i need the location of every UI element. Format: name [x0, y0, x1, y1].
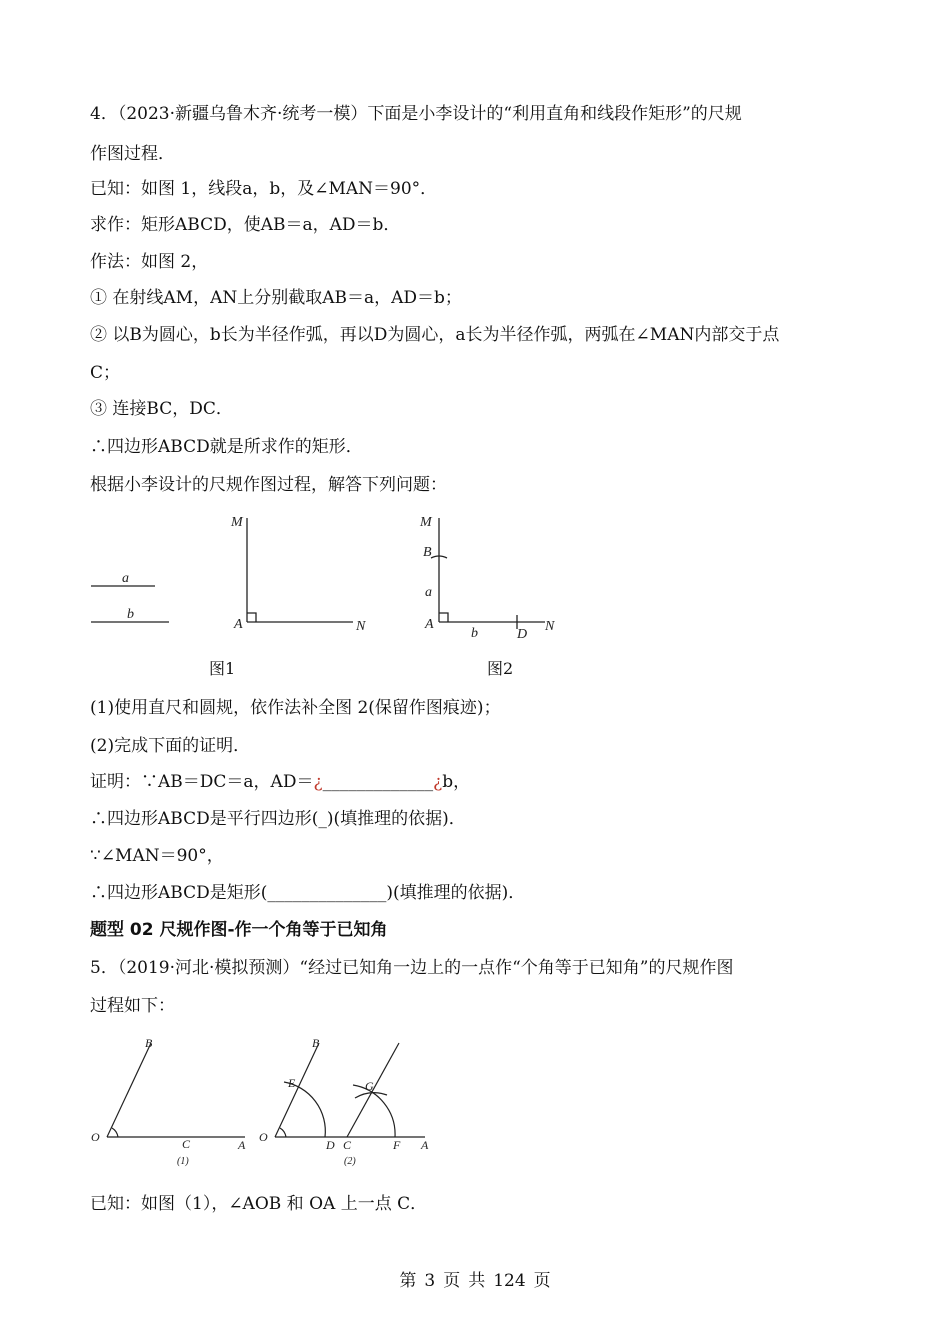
footer-label-gong: 共: [468, 1271, 486, 1291]
q5-given: 已知：如图（1），∠AOB 和 OA 上一点 C．: [90, 1194, 428, 1214]
fig2-label-n: N: [545, 619, 555, 634]
q4-figures: [85, 510, 685, 650]
fig1-label-a: A: [234, 617, 243, 632]
fig1-caption: 图1: [209, 659, 236, 678]
q5-label-g: G: [365, 1079, 374, 1093]
q4-step2: ② 以B为圆心，b长为半径作弧，再以D为圆心，a长为半径作弧，两弧在∠MAN内部交于点: [90, 325, 780, 345]
fig-q5-1-ray-ob: [107, 1043, 151, 1137]
q5-label-c2: C: [343, 1138, 352, 1152]
q5-caption-2: (2): [344, 1156, 356, 1167]
q5-line2: 过程如下：: [90, 996, 175, 1016]
q4-step2-cont: C；: [90, 363, 121, 383]
fig1-label-n: N: [356, 619, 366, 634]
footer-total-pages: 124: [493, 1271, 526, 1291]
fig-q5-1-angle-arc: [112, 1128, 118, 1137]
fig-q5-2-angle-arc: [280, 1128, 286, 1137]
fig2-right-angle-mark: [439, 613, 448, 622]
fig-q5-2-arc-ed: [284, 1082, 325, 1137]
q4-prompt: 根据小李设计的尺规作图过程，解答下列问题：: [90, 475, 447, 495]
q5-label-o2: O: [259, 1130, 268, 1144]
q4-step1: ① 在射线AM，AN上分别截取AB＝a，AD＝b；: [90, 288, 462, 308]
section-title: 题型 02 尺规作图-作一个角等于已知角: [90, 920, 388, 940]
q4-goal: 求作：矩形ABCD，使AB＝a，AD＝b．: [90, 215, 401, 235]
q4-method: 作法：如图 2，: [90, 252, 209, 272]
q5-label-o1: O: [91, 1130, 100, 1144]
q4-given: 已知：如图 1，线段a，b，及∠MAN＝90°．: [90, 179, 438, 199]
fig2-label-m: M: [420, 515, 432, 530]
proof1-post: b，: [442, 772, 471, 792]
fig-q5-2-ray-ob: [275, 1043, 319, 1137]
q5-label-c1: C: [182, 1137, 191, 1151]
fig1-label-m: M: [231, 515, 243, 530]
q4-proof3: ∵∠MAN＝90°，: [90, 846, 224, 866]
fig2-label-b: B: [423, 545, 432, 560]
page-footer: [0, 1266, 950, 1291]
q4-conclusion: ∴四边形ABCD就是所求作的矩形．: [90, 437, 363, 457]
footer-label-ye: 页: [443, 1271, 461, 1291]
q5-line1: 5．（2019·河北·模拟预测）“经过已知角一边上的一点作“个角等于已知角”的尺规作图: [90, 958, 734, 978]
fig2-label-a: A: [425, 617, 434, 632]
q4-line1: 4．（2023·新疆乌鲁木齐·统考一模）下面是小李设计的“利用直角和线段作矩形”的尺规: [90, 104, 742, 124]
q4-proof4: ∴四边形ABCD是矩形(______________)(填推理的依据)．: [90, 883, 526, 903]
fig2-caption: 图2: [487, 659, 514, 678]
label-b: b: [127, 607, 134, 622]
proof1-pre: 证明：∵AB＝DC＝a，AD＝: [90, 772, 314, 792]
fig2-label-d: D: [517, 627, 528, 642]
fig1-right-angle-mark: [247, 613, 256, 622]
q4-sub1: (1)使用直尺和圆规，依作法补全图 2(保留作图痕迹)；: [90, 698, 501, 718]
q5-label-a2: A: [421, 1138, 429, 1152]
q4-proof2: ∴四边形ABCD是平行四边形(_)(填推理的依据)．: [90, 809, 466, 829]
fig2-label-a-len: a: [425, 585, 432, 600]
footer-label-ye2: 页: [533, 1271, 551, 1291]
q5-label-b2: B: [312, 1036, 320, 1050]
footer-page-number: 3: [424, 1271, 436, 1291]
fig2-label-b-len: b: [471, 626, 478, 641]
q5-label-e: E: [288, 1076, 296, 1090]
q4-step3: ③ 连接BC，DC．: [90, 399, 233, 419]
label-a: a: [122, 571, 129, 586]
q4-proof1: [90, 771, 470, 793]
q4-line2: 作图过程．: [90, 144, 175, 164]
q5-label-b1: B: [145, 1036, 153, 1050]
proof1-mark2: ¿: [433, 772, 443, 792]
q4-sub2: (2)完成下面的证明．: [90, 736, 251, 756]
proof1-blank[interactable]: _____________: [322, 772, 434, 792]
q5-label-d: D: [326, 1138, 335, 1152]
q5-figures: [85, 1035, 445, 1170]
q5-label-f: F: [393, 1138, 401, 1152]
q5-label-a1: A: [238, 1138, 246, 1152]
q5-caption-1: (1): [177, 1156, 189, 1167]
proof1-mark1: ¿: [313, 772, 323, 792]
footer-label-di: 第: [399, 1271, 417, 1291]
